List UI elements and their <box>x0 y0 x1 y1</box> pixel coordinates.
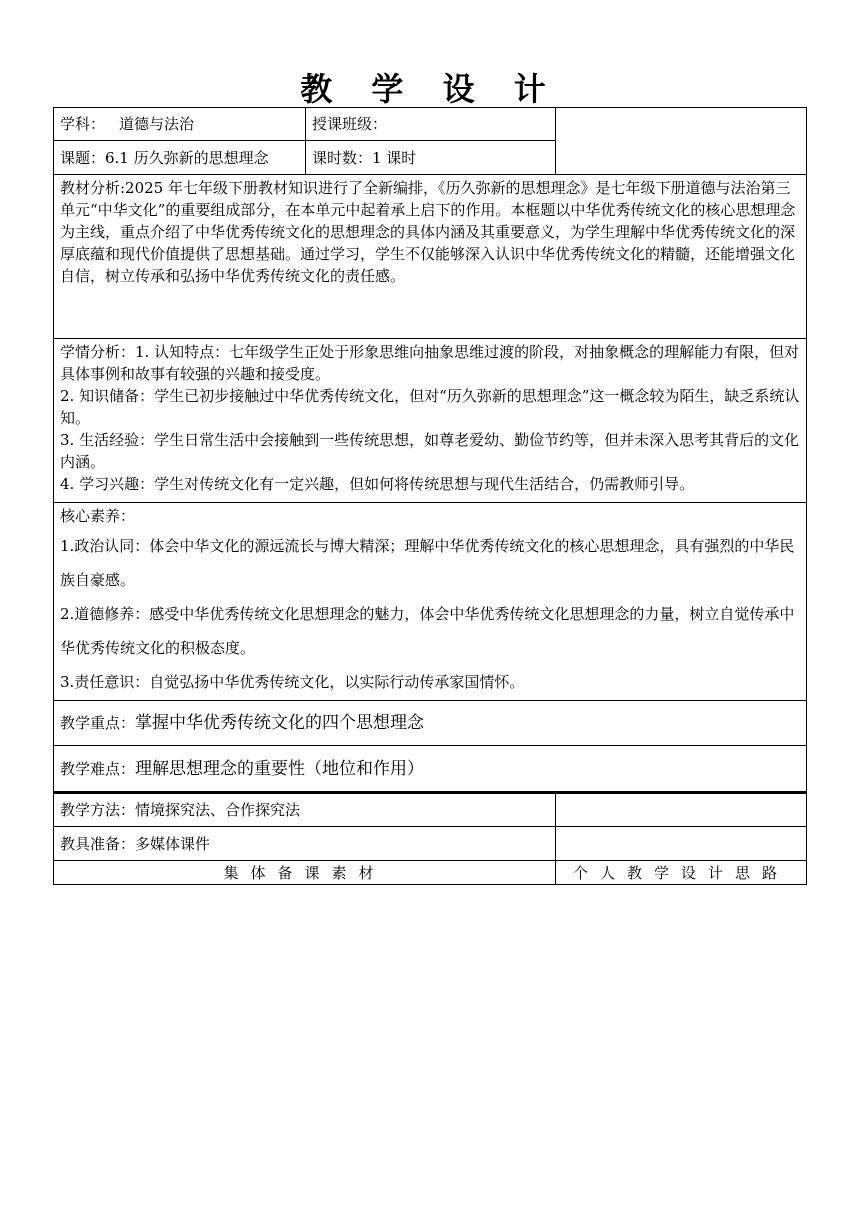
blank-header-cell <box>555 107 807 175</box>
tools-text: 教具准备：多媒体课件 <box>60 834 211 853</box>
material-analysis-cell <box>53 174 807 339</box>
document-title: 教 学 设 计 <box>300 70 560 108</box>
class-label: 授课班级： <box>312 115 388 133</box>
tools-blank-cell <box>555 826 807 861</box>
periods-text: 课时数：1 课时 <box>312 148 417 167</box>
core-literacy-cell <box>53 502 807 701</box>
student-analysis-cell <box>53 338 807 503</box>
method-cell <box>53 792 556 827</box>
method-text: 教学方法：情境探究法、合作探究法 <box>60 801 301 819</box>
personal-design-header: 个人教学设计思路 <box>555 860 807 885</box>
student-analysis-2: 2. 知识储备：学生已初步接触过中华优秀传统文化，但对“历久弥新的思想理念”这一概念较为陌生，缺乏系统认知。 <box>60 387 800 427</box>
method-blank-cell <box>555 792 807 827</box>
core-literacy-1: 1.政治认同：体会中华文化的源远流长与博大精深；理解中华优秀传统文化的核心思想理念，具有强烈的中华民族自豪感。 <box>60 537 795 589</box>
student-analysis-4: 4. 学习兴趣：学生对传统文化有一定兴趣，但如何将传统思想与现代生活结合，仍需教师引导。 <box>60 475 695 493</box>
difficulty-label: 教学难点： <box>60 759 136 778</box>
core-literacy-2: 2.道德修养：感受中华优秀传统文化思想理念的魅力，体会中华优秀传统文化思想理念的力量，树立自觉传承中华优秀传统文化的积极态度。 <box>60 605 795 657</box>
class-cell <box>305 107 556 141</box>
key-point-value: 掌握中华优秀传统文化的四个思想理念 <box>135 713 425 733</box>
tools-cell <box>53 826 556 861</box>
core-literacy-3: 3.责任意识：自觉弘扬中华优秀传统文化，以实际行动传承家国情怀。 <box>60 673 525 691</box>
subject-value: 道德与法治 <box>119 115 195 133</box>
key-point-cell <box>53 700 807 746</box>
core-literacy-heading: 核心素养： <box>60 507 136 525</box>
key-point-label: 教学重点： <box>60 714 136 732</box>
topic-text: 课题：6.1 历久弥新的思想理念 <box>60 148 269 167</box>
subject-label: 学科： <box>60 115 106 133</box>
material-analysis-text: 教材分析:2025 年七年级下册教材知识进行了全新编排，《历久弥新的思想理念》是七年级下册道德与法治第三单元“中华文化”的重要组成部分，在本单元中起着承上启下的作用。本框题以中华优秀传统文化的核心思想理念为主线，重点介绍了中华优秀传统文化的思想理念的具体内涵及其重要意义，为学生理解中华优秀传统文化的深厚底蕴和现代价值提供了思想基础。通过学习，学生不仅能够深入认识中华优秀传统文化的精髓，还能增强文化自信，树立传承和弘扬中华优秀传统文化的责任感。 <box>60 179 796 285</box>
student-analysis-3: 3. 生活经验：学生日常生活中会接触到一些传统思想，如尊老爱幼、勤俭节约等，但并未深入思考其背后的文化内涵。 <box>60 431 800 471</box>
difficulty-value: 理解思想理念的重要性（地位和作用） <box>135 758 425 779</box>
topic-cell <box>53 140 306 175</box>
periods-cell <box>305 140 556 175</box>
student-analysis-1: 学情分析：1. 认知特点：七年级学生正处于形象思维向抽象思维过渡的阶段，对抽象概念的理解能力有限，但对具体事例和故事有较强的兴趣和接受度。 <box>60 343 800 383</box>
collective-material-header: 集体备课素材 <box>53 860 556 885</box>
subject-cell <box>53 107 306 141</box>
difficulty-cell <box>53 745 807 792</box>
